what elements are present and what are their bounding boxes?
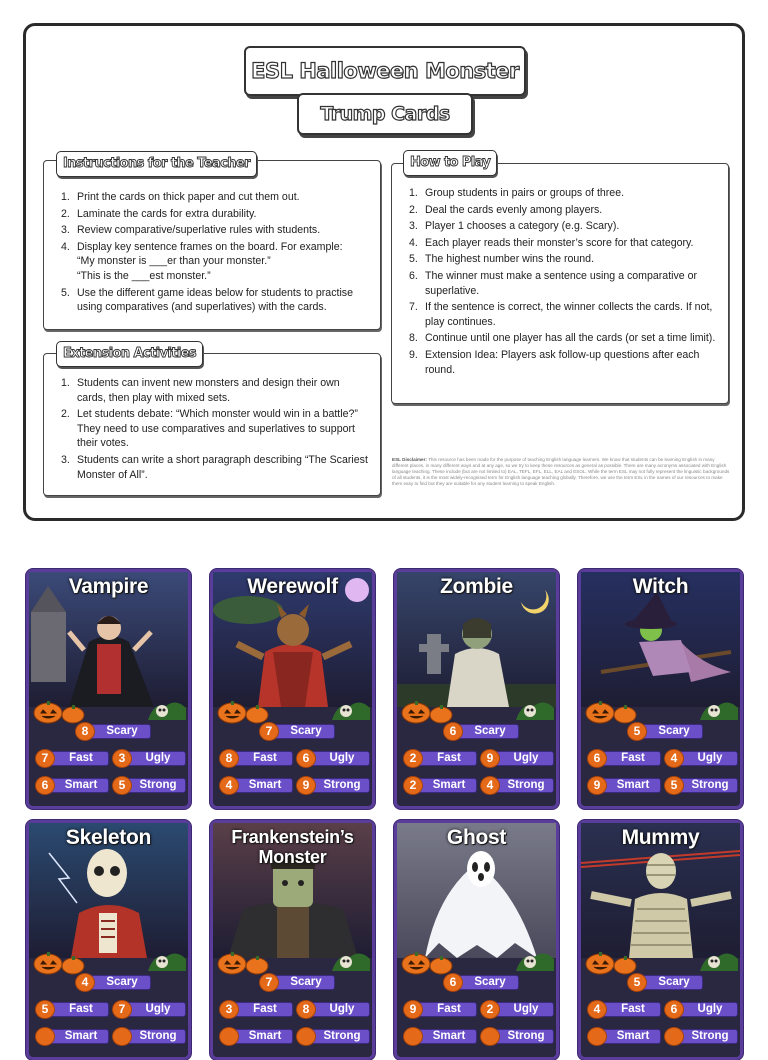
trump-card-mummy bbox=[578, 820, 743, 1060]
stat-smart-value: 6 bbox=[35, 776, 55, 795]
list-item-text: Let students debate: “Which monster would win in a battle?” They need to use comparatives and superlatives to support their votes. bbox=[77, 408, 358, 450]
skull-icon bbox=[700, 696, 738, 720]
stat-strong-value bbox=[296, 1027, 316, 1046]
stat-ugly bbox=[664, 749, 740, 767]
stat-scary bbox=[627, 973, 705, 991]
list-item-number: 1. bbox=[61, 191, 70, 203]
list-item-number: 2. bbox=[61, 408, 70, 421]
skull-icon bbox=[516, 947, 554, 971]
stat-strong-label: Strong bbox=[490, 778, 554, 793]
stat-strong-label: Strong bbox=[490, 1029, 554, 1044]
stat-ugly bbox=[480, 1000, 556, 1018]
stat-smart-label: Smart bbox=[597, 1029, 661, 1044]
list-item bbox=[61, 190, 369, 205]
stat-scary bbox=[443, 722, 521, 740]
stat-scary-value: 7 bbox=[259, 973, 279, 992]
stat-fast-value: 4 bbox=[587, 1000, 607, 1019]
stat-scary-label: Scary bbox=[637, 975, 703, 990]
skull-icon bbox=[700, 947, 738, 971]
stat-strong-value: 4 bbox=[480, 776, 500, 795]
stat-ugly bbox=[112, 1000, 188, 1018]
stat-scary-value: 7 bbox=[259, 722, 279, 741]
list-item-number: 9. bbox=[409, 348, 418, 361]
stat-strong-value bbox=[664, 1027, 684, 1046]
stat-scary-value: 6 bbox=[443, 973, 463, 992]
stat-fast bbox=[403, 1000, 479, 1018]
list-item-text: Students can invent new monsters and design their own cards, then play with mixed sets. bbox=[77, 377, 340, 404]
stat-smart-label: Smart bbox=[229, 778, 293, 793]
stat-strong-label: Strong bbox=[674, 778, 738, 793]
stat-smart bbox=[35, 776, 111, 794]
trump-card-vampire bbox=[26, 569, 191, 809]
stat-strong-label: Strong bbox=[674, 1029, 738, 1044]
stat-smart bbox=[403, 1027, 479, 1045]
list-item-number: 5. bbox=[409, 253, 418, 266]
stat-fast-label: Fast bbox=[597, 1002, 661, 1017]
stat-smart-label: Smart bbox=[413, 778, 477, 793]
pumpkin-icon bbox=[585, 949, 637, 975]
stat-fast-label: Fast bbox=[45, 1002, 109, 1017]
stat-scary-value: 8 bbox=[75, 722, 95, 741]
stat-scary-label: Scary bbox=[85, 724, 151, 739]
card-name: Skeleton bbox=[65, 826, 152, 849]
extension-activities-heading: Extension Activities bbox=[56, 341, 203, 367]
list-item bbox=[61, 207, 369, 222]
stat-strong-value: 9 bbox=[296, 776, 316, 795]
stat-fast-label: Fast bbox=[413, 1002, 477, 1017]
stat-smart-label: Smart bbox=[597, 778, 661, 793]
stat-ugly-value: 6 bbox=[296, 749, 316, 768]
how-to-play-heading: How to Play bbox=[403, 150, 497, 176]
stat-ugly-label: Ugly bbox=[674, 751, 738, 766]
trump-card-witch bbox=[578, 569, 743, 809]
stat-ugly-label: Ugly bbox=[306, 1002, 370, 1017]
stat-strong bbox=[112, 1027, 188, 1045]
list-item-text: Display key sentence frames on the board. For example: “My monster is ___er than your monster.” “This is the ___est monster.” bbox=[77, 240, 343, 282]
list-item bbox=[61, 407, 369, 451]
stat-smart bbox=[35, 1027, 111, 1045]
stat-ugly-value: 6 bbox=[664, 1000, 684, 1019]
stat-scary bbox=[443, 973, 521, 991]
stat-fast-value: 9 bbox=[403, 1000, 423, 1019]
stat-smart-value: 9 bbox=[587, 776, 607, 795]
list-item-text: Use the different game ideas below for students to practise using comparatives (and superlatives) with the cards. bbox=[77, 286, 353, 314]
stat-scary-label: Scary bbox=[637, 724, 703, 739]
stat-ugly-value: 7 bbox=[112, 1000, 132, 1019]
stat-fast-value: 6 bbox=[587, 749, 607, 768]
stat-smart-label: Smart bbox=[45, 1029, 109, 1044]
stat-fast bbox=[35, 1000, 111, 1018]
stat-strong-label: Strong bbox=[306, 778, 370, 793]
list-item-text: Player 1 chooses a category (e.g. Scary). bbox=[425, 220, 620, 233]
list-item-text: Review comparative/superlative rules with students. bbox=[77, 224, 321, 237]
stat-strong bbox=[112, 776, 188, 794]
list-item-text: If the sentence is correct, the winner collects the cards. If not, play continues. bbox=[425, 301, 713, 328]
stat-scary bbox=[75, 973, 153, 991]
list-item-number: 4. bbox=[409, 236, 418, 249]
card-name: Vampire bbox=[68, 575, 149, 598]
how-to-play-list bbox=[409, 186, 719, 379]
list-item bbox=[409, 236, 719, 251]
list-item bbox=[61, 223, 369, 238]
list-item-number: 7. bbox=[409, 301, 418, 314]
stat-fast bbox=[587, 1000, 663, 1018]
stat-ugly-value: 9 bbox=[480, 749, 500, 768]
list-item bbox=[61, 240, 369, 284]
stat-smart-label: Smart bbox=[45, 778, 109, 793]
stat-fast bbox=[35, 749, 111, 767]
stat-scary-label: Scary bbox=[453, 975, 519, 990]
stat-fast-label: Fast bbox=[45, 751, 109, 766]
stat-strong bbox=[296, 1027, 372, 1045]
stat-strong bbox=[664, 776, 740, 794]
page-subtitle: Trump Cards bbox=[297, 93, 473, 135]
stat-ugly-label: Ugly bbox=[306, 751, 370, 766]
stat-fast-value: 5 bbox=[35, 1000, 55, 1019]
list-item-number: 4. bbox=[61, 240, 70, 253]
skull-decoration bbox=[148, 947, 186, 976]
list-item bbox=[409, 203, 719, 218]
skull-decoration bbox=[516, 696, 554, 725]
stat-smart-value: 4 bbox=[219, 776, 239, 795]
stat-strong-value: 5 bbox=[112, 776, 132, 795]
stat-ugly-label: Ugly bbox=[490, 1002, 554, 1017]
list-item-number: 6. bbox=[409, 269, 418, 282]
stat-fast-label: Fast bbox=[413, 751, 477, 766]
skull-icon bbox=[148, 696, 186, 720]
stat-scary-value: 5 bbox=[627, 722, 647, 741]
skull-decoration bbox=[516, 947, 554, 976]
list-item-number: 2. bbox=[409, 203, 418, 216]
stat-scary bbox=[259, 722, 337, 740]
list-item-text: Print the cards on thick paper and cut them out. bbox=[77, 191, 300, 203]
teacher-instructions-list bbox=[61, 190, 369, 317]
stat-ugly-value: 2 bbox=[480, 1000, 500, 1019]
stat-strong-label: Strong bbox=[306, 1029, 370, 1044]
pumpkin-icon bbox=[33, 698, 85, 724]
list-item-number: 3. bbox=[61, 453, 70, 466]
disclaimer-text: This resource has been made for the purpose of teaching English language learners. We know that students can be learning English in many different places, in many different ways and at any age, so we try to keep these resources as general as possible. There are many acronyms associated with English language teaching. These include (but are not limited to) EAL, TEFL, EFL, ELL, EAL and ESOL. While the term ESL may not fully represent the linguistic backgrounds of all students, it is the most widely-recognised term for English language teaching globally. Therefore, we use the term ESL in the names of our resources to make them easy to find but they are suitable for any student learning to speak English. bbox=[392, 457, 730, 486]
list-item bbox=[61, 286, 369, 315]
info-panel bbox=[23, 23, 745, 521]
skull-decoration bbox=[700, 947, 738, 976]
pumpkin-icon bbox=[33, 949, 85, 975]
trump-card-skeleton bbox=[26, 820, 191, 1060]
skull-icon bbox=[332, 696, 370, 720]
list-item bbox=[61, 453, 369, 482]
stat-smart bbox=[219, 776, 295, 794]
stat-strong bbox=[296, 776, 372, 794]
trump-card-ghost bbox=[394, 820, 559, 1060]
stat-scary-value: 5 bbox=[627, 973, 647, 992]
stat-ugly-label: Ugly bbox=[490, 751, 554, 766]
stat-scary bbox=[75, 722, 153, 740]
stat-ugly-label: Ugly bbox=[674, 1002, 738, 1017]
list-item-number: 2. bbox=[61, 207, 70, 220]
list-item bbox=[409, 348, 719, 377]
list-item bbox=[409, 300, 719, 329]
card-name: Ghost bbox=[446, 826, 507, 849]
list-item-text: Students can write a short paragraph describing “The Scariest Monster of All”. bbox=[77, 453, 368, 481]
stat-fast bbox=[587, 749, 663, 767]
list-item-number: 3. bbox=[61, 224, 70, 237]
stat-strong-value bbox=[112, 1027, 132, 1046]
list-item-number: 8. bbox=[409, 332, 418, 345]
stat-smart bbox=[403, 776, 479, 794]
list-item bbox=[409, 331, 719, 346]
stat-scary-label: Scary bbox=[269, 724, 335, 739]
list-item-text: Each player reads their monster’s score for that category. bbox=[425, 236, 694, 249]
skull-decoration bbox=[332, 696, 370, 725]
list-item-text: Laminate the cards for extra durability. bbox=[77, 207, 257, 220]
pumpkin-icon bbox=[217, 698, 269, 724]
trump-card-frank bbox=[210, 820, 375, 1060]
list-item-text: Deal the cards evenly among players. bbox=[425, 203, 603, 216]
stat-ugly bbox=[480, 749, 556, 767]
stat-smart bbox=[587, 1027, 663, 1045]
stat-scary-value: 4 bbox=[75, 973, 95, 992]
how-to-play-section bbox=[391, 163, 729, 404]
list-item-number: 1. bbox=[409, 187, 418, 199]
skull-icon bbox=[148, 947, 186, 971]
teacher-instructions-section bbox=[43, 160, 381, 330]
stat-smart-value: 2 bbox=[403, 776, 423, 795]
skull-icon bbox=[516, 696, 554, 720]
stat-scary bbox=[259, 973, 337, 991]
stat-fast bbox=[219, 1000, 295, 1018]
list-item bbox=[409, 269, 719, 298]
pumpkin-icon bbox=[585, 698, 637, 724]
skull-decoration bbox=[148, 696, 186, 725]
list-item-text: Continue until one player has all the cards (or set a time limit). bbox=[425, 332, 716, 345]
stat-smart-label: Smart bbox=[229, 1029, 293, 1044]
card-name: Witch bbox=[632, 575, 689, 598]
list-item bbox=[409, 219, 719, 234]
stat-strong-label: Strong bbox=[122, 1029, 186, 1044]
list-item-text: Extension Idea: Players ask follow-up questions after each round. bbox=[425, 348, 700, 376]
stat-fast bbox=[219, 749, 295, 767]
stat-smart-value bbox=[35, 1027, 55, 1046]
stat-ugly bbox=[664, 1000, 740, 1018]
stat-fast-value: 3 bbox=[219, 1000, 239, 1019]
stat-fast bbox=[403, 749, 479, 767]
trump-card-werewolf bbox=[210, 569, 375, 809]
teacher-instructions-heading: Instructions for the Teacher bbox=[56, 151, 257, 177]
pumpkin-icon bbox=[217, 949, 269, 975]
stat-ugly bbox=[296, 749, 372, 767]
stat-fast-label: Fast bbox=[597, 751, 661, 766]
stat-ugly bbox=[296, 1000, 372, 1018]
list-item-number: 3. bbox=[409, 220, 418, 233]
extension-activities-section bbox=[43, 353, 381, 496]
skull-icon bbox=[332, 947, 370, 971]
card-name: Werewolf bbox=[247, 575, 338, 598]
stat-scary-label: Scary bbox=[453, 724, 519, 739]
extension-activities-list bbox=[61, 376, 369, 484]
stat-fast-value: 7 bbox=[35, 749, 55, 768]
stat-ugly-value: 3 bbox=[112, 749, 132, 768]
card-name: Mummy bbox=[621, 826, 700, 849]
trump-card-zombie bbox=[394, 569, 559, 809]
stat-fast-value: 2 bbox=[403, 749, 423, 768]
stat-smart bbox=[587, 776, 663, 794]
stat-smart-value bbox=[403, 1027, 423, 1046]
pumpkin-icon bbox=[401, 949, 453, 975]
stat-smart bbox=[219, 1027, 295, 1045]
stat-strong-label: Strong bbox=[122, 778, 186, 793]
disclaimer-label: ESL Disclaimer: bbox=[392, 457, 427, 462]
card-name: Zombie bbox=[440, 575, 513, 598]
list-item bbox=[409, 252, 719, 267]
stat-fast-label: Fast bbox=[229, 1002, 293, 1017]
stat-smart-label: Smart bbox=[413, 1029, 477, 1044]
list-item bbox=[61, 376, 369, 405]
stat-scary-label: Scary bbox=[85, 975, 151, 990]
list-item bbox=[409, 186, 719, 201]
stat-ugly-value: 8 bbox=[296, 1000, 316, 1019]
stat-smart-value bbox=[219, 1027, 239, 1046]
stat-ugly bbox=[112, 749, 188, 767]
list-item-text: The highest number wins the round. bbox=[425, 253, 595, 266]
stat-strong bbox=[664, 1027, 740, 1045]
list-item-text: Group students in pairs or groups of three. bbox=[425, 187, 625, 199]
stat-scary-value: 6 bbox=[443, 722, 463, 741]
stat-fast-value: 8 bbox=[219, 749, 239, 768]
stat-fast-label: Fast bbox=[229, 751, 293, 766]
stat-smart-value bbox=[587, 1027, 607, 1046]
stat-strong-value: 5 bbox=[664, 776, 684, 795]
stat-ugly-label: Ugly bbox=[122, 751, 186, 766]
stat-ugly-label: Ugly bbox=[122, 1002, 186, 1017]
stat-scary bbox=[627, 722, 705, 740]
list-item-number: 1. bbox=[61, 377, 70, 389]
skull-decoration bbox=[700, 696, 738, 725]
stat-strong-value bbox=[480, 1027, 500, 1046]
card-name: Frankenstein’s Monster bbox=[231, 827, 354, 867]
page-title: ESL Halloween Monster bbox=[244, 46, 526, 96]
skull-decoration bbox=[332, 947, 370, 976]
stat-strong bbox=[480, 776, 556, 794]
list-item-text: The winner must make a sentence using a comparative or superlative. bbox=[425, 269, 698, 297]
pumpkin-icon bbox=[401, 698, 453, 724]
stat-strong bbox=[480, 1027, 556, 1045]
stat-ugly-value: 4 bbox=[664, 749, 684, 768]
esl-disclaimer bbox=[392, 457, 730, 487]
list-item-number: 5. bbox=[61, 286, 70, 299]
stat-scary-label: Scary bbox=[269, 975, 335, 990]
